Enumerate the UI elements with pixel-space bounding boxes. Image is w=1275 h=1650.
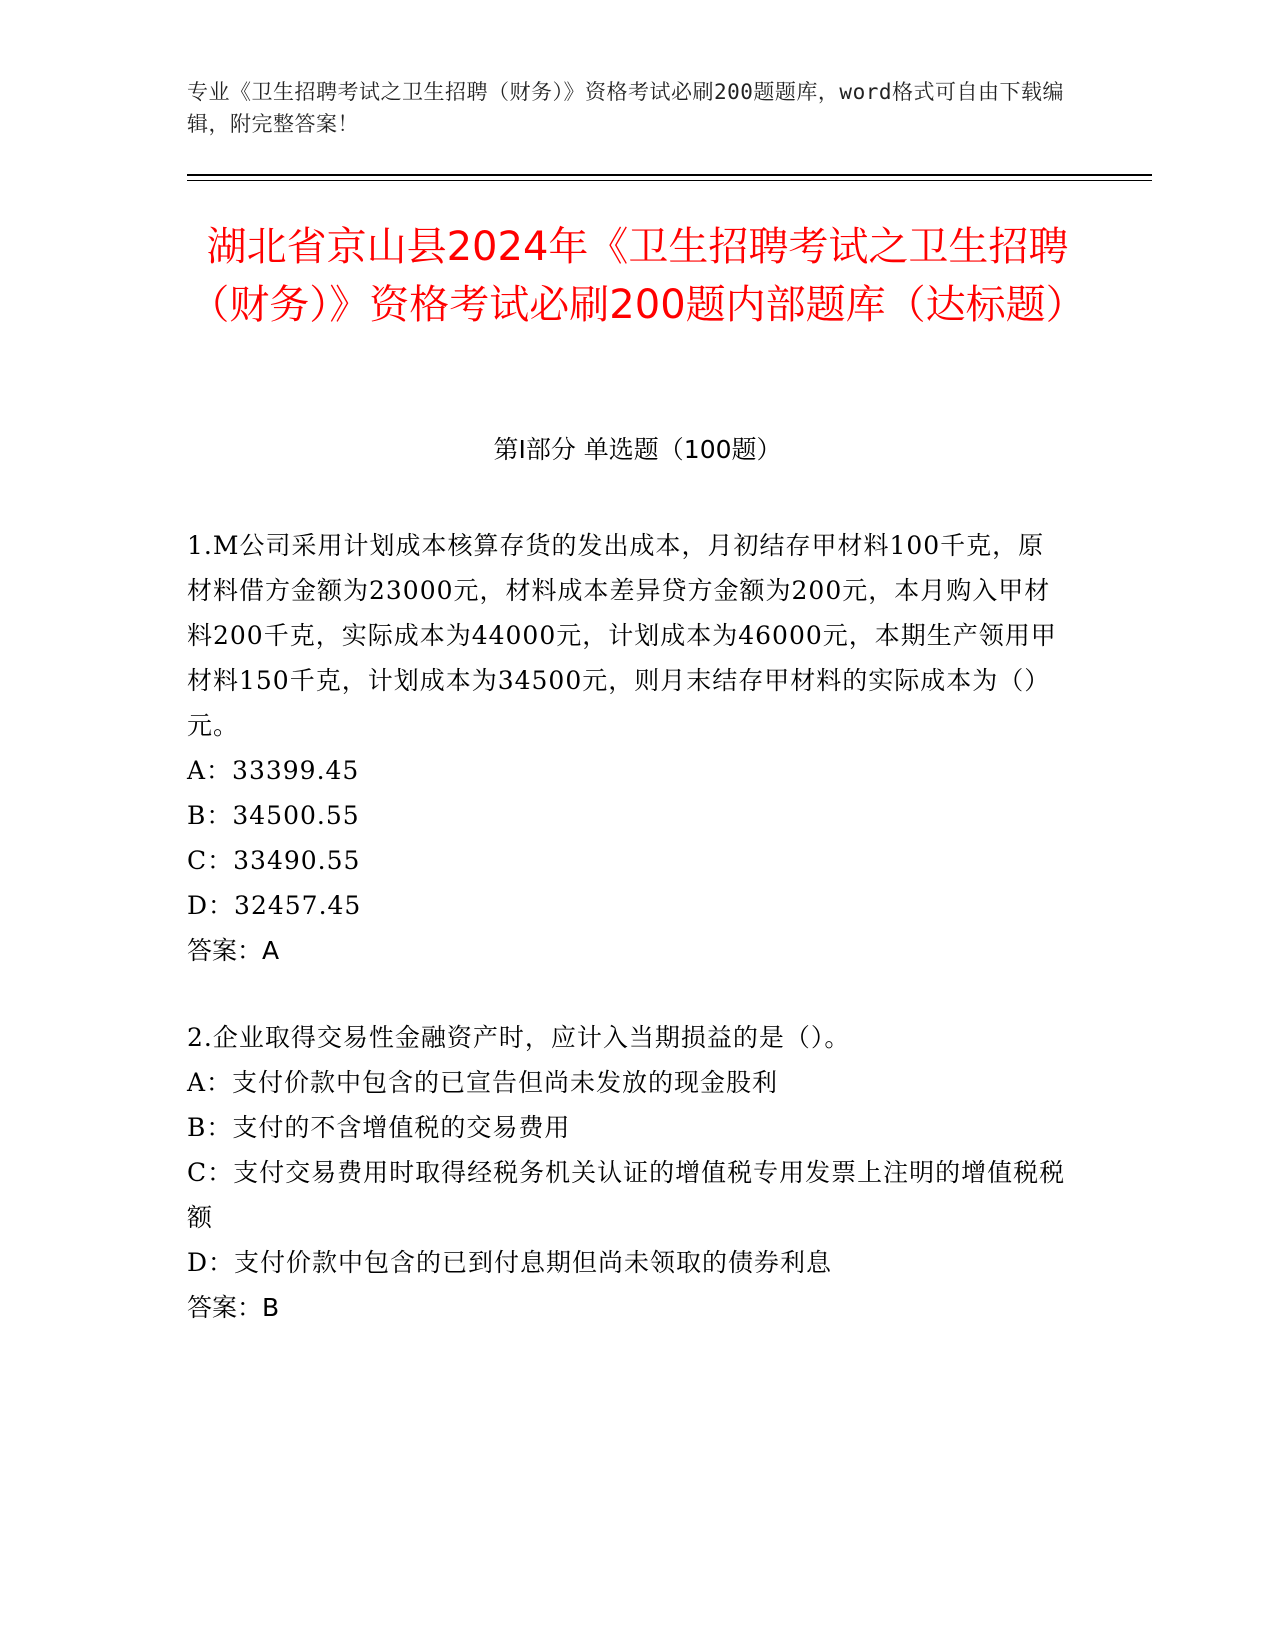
header-divider-thick — [187, 174, 1152, 176]
answer-line: 答案：A — [187, 936, 280, 965]
option-c: C：支付交易费用时取得经税务机关认证的增值税专用发票上注明的增值税税额 — [187, 1158, 1066, 1232]
option-c: C：33490.55 — [187, 846, 361, 875]
option-d: D：支付价款中包含的已到付息期但尚未领取的债券利息 — [187, 1248, 833, 1277]
question-2 — [187, 1015, 1067, 1330]
option-b: B：支付的不含增值税的交易费用 — [187, 1113, 571, 1142]
question-stem: 1.M公司采用计划成本核算存货的发出成本，月初结存甲材料100千克，原材料借方金额为23000元，材料成本差异贷方金额为200元，本月购入甲材料200千克，实际成本为44000元，计划成本为46000元，本期生产领用甲材料150千克，计划成本为34500元，则月末结存甲材料的实际成本为（）元。 — [187, 531, 1057, 740]
answer-line: 答案：B — [187, 1293, 280, 1322]
document-title: 湖北省京山县2024年《卫生招聘考试之卫生招聘（财务）》资格考试必刷200题内部题库（达标题） — [189, 224, 1086, 328]
option-d: D：32457.45 — [187, 891, 362, 920]
option-b: B：34500.55 — [187, 801, 360, 830]
option-a: A：支付价款中包含的已宣告但尚未发放的现金股利 — [187, 1068, 779, 1097]
question-1 — [187, 523, 1067, 973]
question-stem: 2.企业取得交易性金融资产时，应计入当期损益的是（）。 — [187, 1023, 851, 1052]
section-title: 第I部分 单选题（100题） — [493, 435, 782, 464]
header-divider-thin — [187, 180, 1152, 181]
header-note: 专业《卫生招聘考试之卫生招聘（财务）》资格考试必刷200题题库，word格式可自由下载编辑，附完整答案！ — [187, 80, 1064, 136]
option-a: A：33399.45 — [187, 756, 360, 785]
